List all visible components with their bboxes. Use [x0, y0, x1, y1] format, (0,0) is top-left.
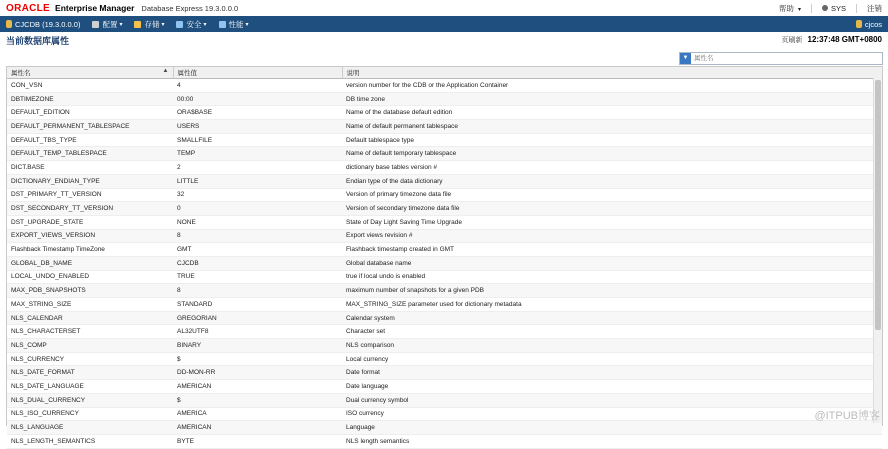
property-description-cell: Local currency — [342, 352, 882, 366]
property-description-cell: NLS length semantics — [342, 434, 882, 448]
property-value-cell: AMERICAN — [173, 421, 342, 435]
product-name: Enterprise Manager — [55, 3, 135, 13]
table-row[interactable] — [7, 311, 882, 325]
property-description-cell: Global database name — [342, 256, 882, 270]
main-navbar — [0, 16, 888, 32]
refresh-info — [782, 35, 882, 45]
wrench-icon — [92, 21, 99, 28]
database-home-link[interactable]: CJCDB (19.3.0.0.0) — [6, 20, 80, 29]
property-name-cell: Flashback Timestamp TimeZone — [7, 243, 173, 257]
property-description-cell: DB time zone — [342, 92, 882, 106]
storage-icon — [134, 21, 141, 28]
divider — [811, 4, 812, 13]
property-name-cell: DICT.BASE — [7, 161, 173, 175]
property-name-cell: DEFAULT_PERMANENT_TABLESPACE — [7, 120, 173, 134]
property-name-cell: CON_VSN — [7, 79, 173, 93]
nav-menu-security[interactable]: 安全 ▾ — [176, 19, 206, 30]
property-value-cell: ORA$BASE — [173, 106, 342, 120]
property-name-cell: NLS_DUAL_CURRENCY — [7, 393, 173, 407]
column-header-value[interactable]: 属性值 — [173, 67, 342, 79]
logout-link[interactable]: 注销 — [867, 3, 882, 13]
table-row[interactable] — [7, 407, 882, 421]
property-value-cell: TEMP — [173, 147, 342, 161]
table-row[interactable] — [7, 339, 882, 353]
property-description-cell: Name of default permanent tablespace — [342, 120, 882, 134]
chevron-down-icon: ▾ — [203, 21, 207, 28]
properties-table — [6, 66, 883, 445]
database-icon — [6, 20, 12, 28]
oracle-logo: ORACLE — [6, 2, 51, 14]
table-row[interactable] — [7, 421, 882, 435]
property-description-cell: Version of secondary timezone data file — [342, 202, 882, 216]
property-value-cell: SMALLFILE — [173, 133, 342, 147]
property-name-cell: NLS_DATE_LANGUAGE — [7, 380, 173, 394]
table-row[interactable] — [7, 352, 882, 366]
property-value-cell: BYTE — [173, 434, 342, 448]
chevron-down-icon: ▾ — [161, 21, 165, 28]
table-row[interactable] — [7, 270, 882, 284]
chevron-down-icon: ▾ — [119, 21, 123, 28]
table-row[interactable] — [7, 106, 882, 120]
property-value-cell: $ — [173, 393, 342, 407]
table-row[interactable] — [7, 256, 882, 270]
table-row[interactable] — [7, 79, 882, 93]
chevron-down-icon: ▾ — [797, 6, 801, 13]
chevron-down-icon: ▾ — [245, 21, 249, 28]
property-name-cell: NLS_COMP — [7, 339, 173, 353]
table-row[interactable] — [7, 366, 882, 380]
property-description-cell: Dual currency symbol — [342, 393, 882, 407]
property-description-cell: Calendar system — [342, 311, 882, 325]
column-header-name[interactable]: 属性名 ▲ — [7, 67, 173, 79]
property-value-cell: AL32UTF8 — [173, 325, 342, 339]
top-header — [0, 0, 888, 17]
user-icon — [822, 5, 828, 11]
property-name-cell: NLS_CURRENCY — [7, 352, 173, 366]
property-description-cell: MAX_STRING_SIZE parameter used for dictionary metadata — [342, 298, 882, 312]
table-row[interactable] — [7, 325, 882, 339]
nav-menu-performance[interactable]: 性能 ▾ — [219, 19, 249, 30]
table-row[interactable] — [7, 147, 882, 161]
property-name-cell: EXPORT_VIEWS_VERSION — [7, 229, 173, 243]
property-name-cell: DEFAULT_TEMP_TABLESPACE — [7, 147, 173, 161]
table-row[interactable] — [7, 229, 882, 243]
table-row[interactable] — [7, 298, 882, 312]
property-description-cell: Name of the database default edition — [342, 106, 882, 120]
property-description-cell: ISO currency — [342, 407, 882, 421]
property-description-cell: Language — [342, 421, 882, 435]
property-name-cell: DST_UPGRADE_STATE — [7, 215, 173, 229]
property-value-cell: TRUE — [173, 270, 342, 284]
property-description-cell: Name of default temporary tablespace — [342, 147, 882, 161]
search-input[interactable] — [691, 53, 874, 64]
property-value-cell: 8 — [173, 229, 342, 243]
property-description-cell: Default tablespace type — [342, 133, 882, 147]
property-description-cell: Date format — [342, 366, 882, 380]
property-description-cell: dictionary base tables version # — [342, 161, 882, 175]
table-row[interactable] — [7, 215, 882, 229]
property-value-cell: 2 — [173, 161, 342, 175]
property-name-cell: NLS_CHARACTERSET — [7, 325, 173, 339]
watermark: @ITPUB博客 — [814, 410, 880, 422]
property-description-cell: version number for the CDB or the Application Container — [342, 79, 882, 93]
property-description-cell: Endian type of the data dictionary — [342, 174, 882, 188]
property-value-cell: CJCDB — [173, 256, 342, 270]
table-row[interactable] — [7, 284, 882, 298]
table-row[interactable] — [7, 92, 882, 106]
nav-menu-storage[interactable]: 存储 ▾ — [134, 19, 164, 30]
property-name-cell: DICTIONARY_ENDIAN_TYPE — [7, 174, 173, 188]
table-header-row — [7, 67, 882, 79]
property-name-cell: NLS_ISO_CURRENCY — [7, 407, 173, 421]
property-description-cell: Character set — [342, 325, 882, 339]
property-value-cell: 00:00 — [173, 92, 342, 106]
property-description-cell: NLS comparison — [342, 339, 882, 353]
property-description-cell: Export views revision # — [342, 229, 882, 243]
property-name-cell: DST_SECONDARY_TT_VERSION — [7, 202, 173, 216]
vertical-scrollbar[interactable] — [873, 78, 882, 423]
performance-icon — [219, 21, 226, 28]
table-row[interactable] — [7, 120, 882, 134]
help-menu[interactable]: 帮助 ▾ — [778, 3, 801, 13]
table-row[interactable] — [7, 161, 882, 175]
property-value-cell: AMERICA — [173, 407, 342, 421]
property-description-cell: Date language — [342, 380, 882, 394]
property-value-cell: BINARY — [173, 339, 342, 353]
property-value-cell: AMERICAN — [173, 380, 342, 394]
scrollbar-thumb[interactable] — [875, 80, 881, 330]
property-name-cell: NLS_CALENDAR — [7, 311, 173, 325]
property-name-cell: NLS_LANGUAGE — [7, 421, 173, 435]
top-right-menu — [779, 0, 882, 16]
table-row[interactable] — [7, 380, 882, 394]
property-name-cell: DST_PRIMARY_TT_VERSION — [7, 188, 173, 202]
property-search — [679, 52, 883, 65]
table-row[interactable] — [7, 434, 882, 448]
property-description-cell: true if local undo is enabled — [342, 270, 882, 284]
property-value-cell: 4 — [173, 79, 342, 93]
property-value-cell: DD-MON-RR — [173, 366, 342, 380]
table-row[interactable] — [7, 393, 882, 407]
nav-menu-config[interactable]: 配置 ▾ — [92, 19, 122, 30]
product-edition: Database Express 19.3.0.0.0 — [141, 3, 239, 13]
table-row[interactable] — [7, 188, 882, 202]
table-row[interactable] — [7, 202, 882, 216]
property-name-cell: MAX_PDB_SNAPSHOTS — [7, 284, 173, 298]
property-value-cell: 0 — [173, 202, 342, 216]
property-name-cell: DEFAULT_EDITION — [7, 106, 173, 120]
table-row[interactable] — [7, 133, 882, 147]
property-name-cell: GLOBAL_DB_NAME — [7, 256, 173, 270]
property-name-cell: MAX_STRING_SIZE — [7, 298, 173, 312]
property-value-cell: NONE — [173, 215, 342, 229]
property-name-cell: LOCAL_UNDO_ENABLED — [7, 270, 173, 284]
refresh-time: 12:37:48 GMT+0800 — [807, 35, 882, 44]
user-menu[interactable]: SYS — [822, 4, 846, 13]
property-value-cell: $ — [173, 352, 342, 366]
property-description-cell: Version of primary timezone data file — [342, 188, 882, 202]
table-row[interactable] — [7, 174, 882, 188]
property-value-cell: STANDARD — [173, 298, 342, 312]
property-name-cell: DEFAULT_TBS_TYPE — [7, 133, 173, 147]
refresh-label[interactable]: 页刷新 — [781, 37, 803, 44]
property-value-cell: GREGORIAN — [173, 311, 342, 325]
security-icon — [176, 21, 183, 28]
container-indicator: cjcos — [856, 16, 882, 32]
property-name-cell: DBTIMEZONE — [7, 92, 173, 106]
property-value-cell: GMT — [173, 243, 342, 257]
property-description-cell: Flashback timestamp created in GMT — [342, 243, 882, 257]
property-description-cell: maximum number of snapshots for a given PDB — [342, 284, 882, 298]
property-value-cell: USERS — [173, 120, 342, 134]
property-value-cell: 8 — [173, 284, 342, 298]
search-options-icon[interactable]: ▼ — [680, 53, 691, 64]
property-value-cell: 32 — [173, 188, 342, 202]
property-name-cell: NLS_LENGTH_SEMANTICS — [7, 434, 173, 448]
property-value-cell: LITTLE — [173, 174, 342, 188]
column-header-description[interactable]: 说明 — [342, 67, 882, 79]
divider — [856, 4, 857, 13]
container-icon — [856, 20, 862, 28]
property-name-cell: NLS_DATE_FORMAT — [7, 366, 173, 380]
property-description-cell: State of Day Light Saving Time Upgrade — [342, 215, 882, 229]
table-row[interactable] — [7, 243, 882, 257]
page-title: 当前数据库属性 — [6, 36, 70, 46]
sort-asc-icon: ▲ — [162, 68, 169, 74]
